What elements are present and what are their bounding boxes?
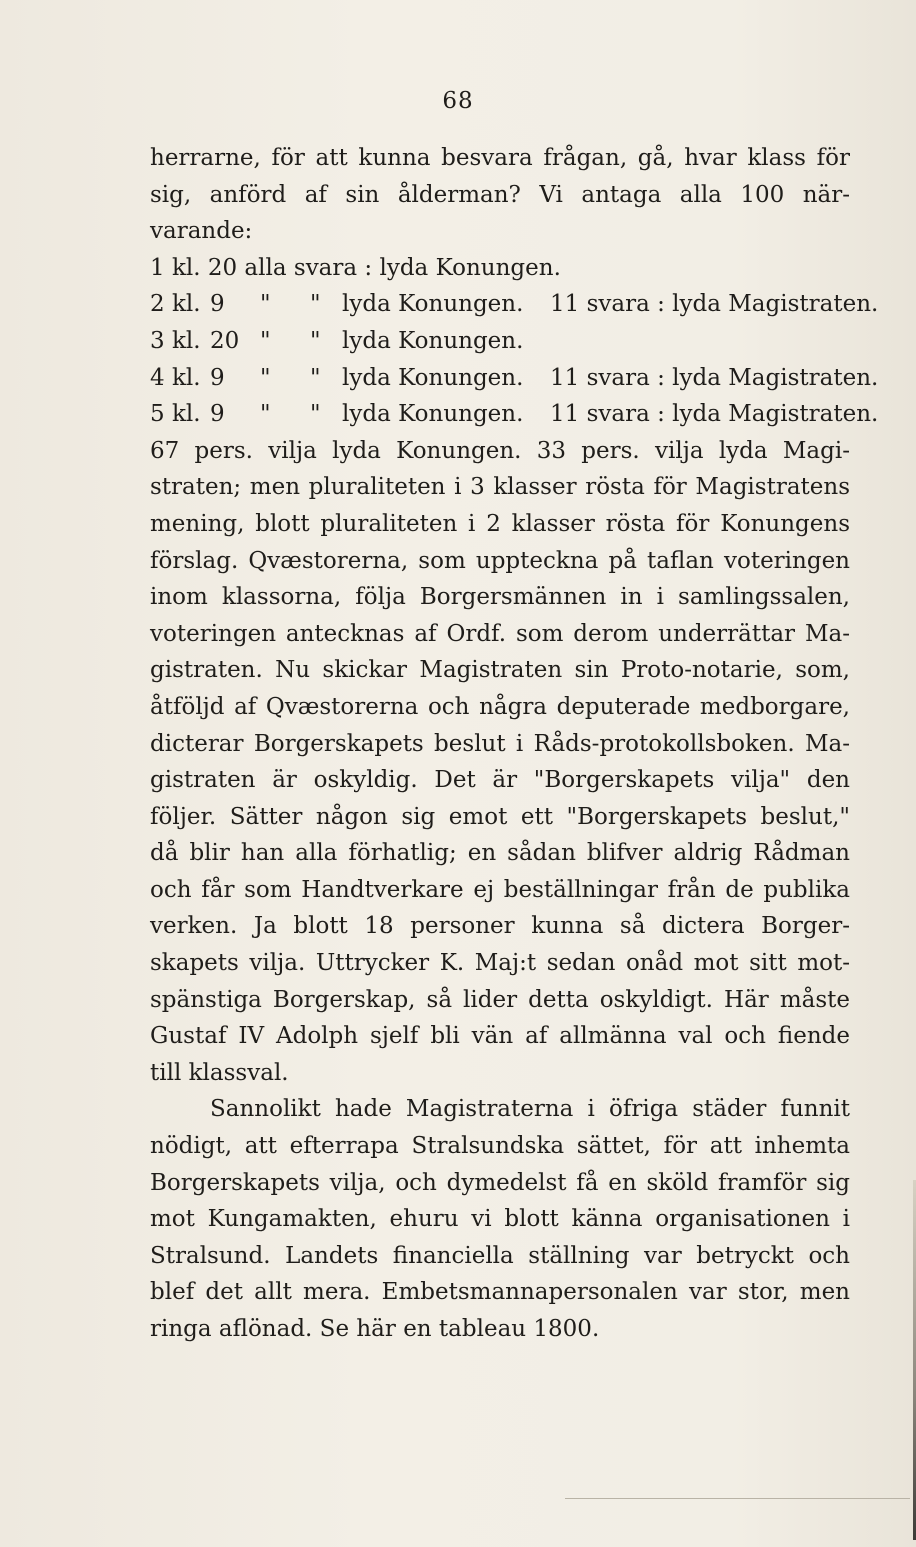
vote-konungen: lyda Konungen. [342,291,524,318]
vote-konungen: lyda Konungen. [342,364,524,391]
text-line: nödigt, att efterrapa Stralsundska sättet, för att inhemta [150,1133,850,1160]
text-line: spänstiga Borgerskap, så lider detta oskyldigt. Här måste [150,986,850,1013]
class-label: 3 kl. [150,327,201,354]
ditto-mark: " [310,291,321,318]
vote-konungen: lyda Konungen. [342,401,524,428]
text-line: mot Kungamakten, ehuru vi blott känna organisationen i [150,1206,850,1233]
text-line: skapets vilja. Uttrycker K. Maj:t sedan onåd mot sitt mot- [150,950,850,977]
count: 9 [210,291,225,318]
scan-artifact-line [565,1498,910,1499]
count: 9 [210,401,225,428]
count: 9 [210,364,225,391]
vote-row-1: 1 kl. 20 alla svara : lyda Konungen. [150,254,561,281]
ditto-mark: " [260,364,271,391]
text-line: Borgerskapets vilja, och dymedelst få en sköld framför sig [150,1169,850,1196]
vote-magistraten: 11 svara : lyda Magistraten. [550,291,879,318]
text-line: blef det allt mera. Embetsmannapersonalen var stor, men [150,1279,850,1306]
ditto-mark: " [310,364,321,391]
ditto-mark: " [260,401,271,428]
text-line: då blir han alla förhatlig; en sådan blifver aldrig Rådman [150,840,850,867]
count: 20 [210,327,240,354]
class-label: 5 kl. [150,401,201,428]
paragraph-1 [150,433,850,1092]
text-line: och får som Handtverkare ej beställningar från de publika [150,876,850,903]
text-line: Sannolikt hade Magistraterna i öfriga städer funnit [210,1096,850,1123]
ditto-mark: " [310,327,321,354]
text-line: ringa aflönad. Se här en tableau 1800. [150,1316,600,1342]
text-line: gistraten är oskyldig. Det är "Borgerskapets vilja" den [150,767,850,794]
vote-magistraten: 11 svara : lyda Magistraten. [550,364,879,391]
text-line: varande: [150,218,253,245]
text-line: Stralsund. Landets financiella ställning var betryckt och [150,1242,850,1269]
text-line: straten; men pluraliteten i 3 klasser rösta för Magistratens [150,474,850,501]
vote-row-2 [150,286,879,323]
text-line: följer. Sätter någon sig emot ett "Borgerskapets beslut," [150,803,850,830]
text-line: förslag. Qvæstorerna, som uppteckna på taflan voteringen [150,547,850,574]
text-line: 67 pers. vilja lyda Konungen. 33 pers. vilja lyda Magi- [150,437,850,464]
ditto-mark: " [260,327,271,354]
paragraph-2 [150,1091,850,1347]
ditto-mark: " [260,291,271,318]
class-label: 4 kl. [150,364,201,391]
vote-konungen: lyda Konungen. [342,327,524,354]
ditto-mark: " [310,401,321,428]
text-line: gistraten. Nu skickar Magistraten sin Proto-notarie, som, [150,657,850,684]
page-number: 68 [442,88,474,114]
text-line: åtföljd af Qvæstorerna och några deputerade medborgare, [150,693,850,720]
vote-row-4 [150,360,879,397]
text-line: dicterar Borgerskapets beslut i Råds-protokollsboken. Ma- [150,730,850,757]
text-line: Gustaf IV Adolph sjelf bli vän af allmänna val och fiende [150,1023,850,1050]
text-line: voteringen antecknas af Ordf. som derom underrättar Ma- [150,620,850,647]
text-line: sig, anförd af sin ålderman? Vi antaga alla 100 när- [150,181,850,208]
vote-magistraten: 11 svara : lyda Magistraten. [550,401,879,428]
text-line: mening, blott pluraliteten i 2 klasser rösta för Konungens [150,510,850,537]
vote-row-3 [150,323,850,360]
text-line: till klassval. [150,1059,289,1086]
text-line: verken. Ja blott 18 personer kunna så dictera Borger- [150,913,850,940]
text-line: inom klassorna, följa Borgersmännen in i samlingssalen, [150,584,850,611]
text-line: herrarne, för att kunna besvara frågan, gå, hvar klass för [150,145,850,171]
body-text [150,140,879,1348]
class-label: 2 kl. [150,291,201,318]
vote-row-5 [150,396,879,433]
